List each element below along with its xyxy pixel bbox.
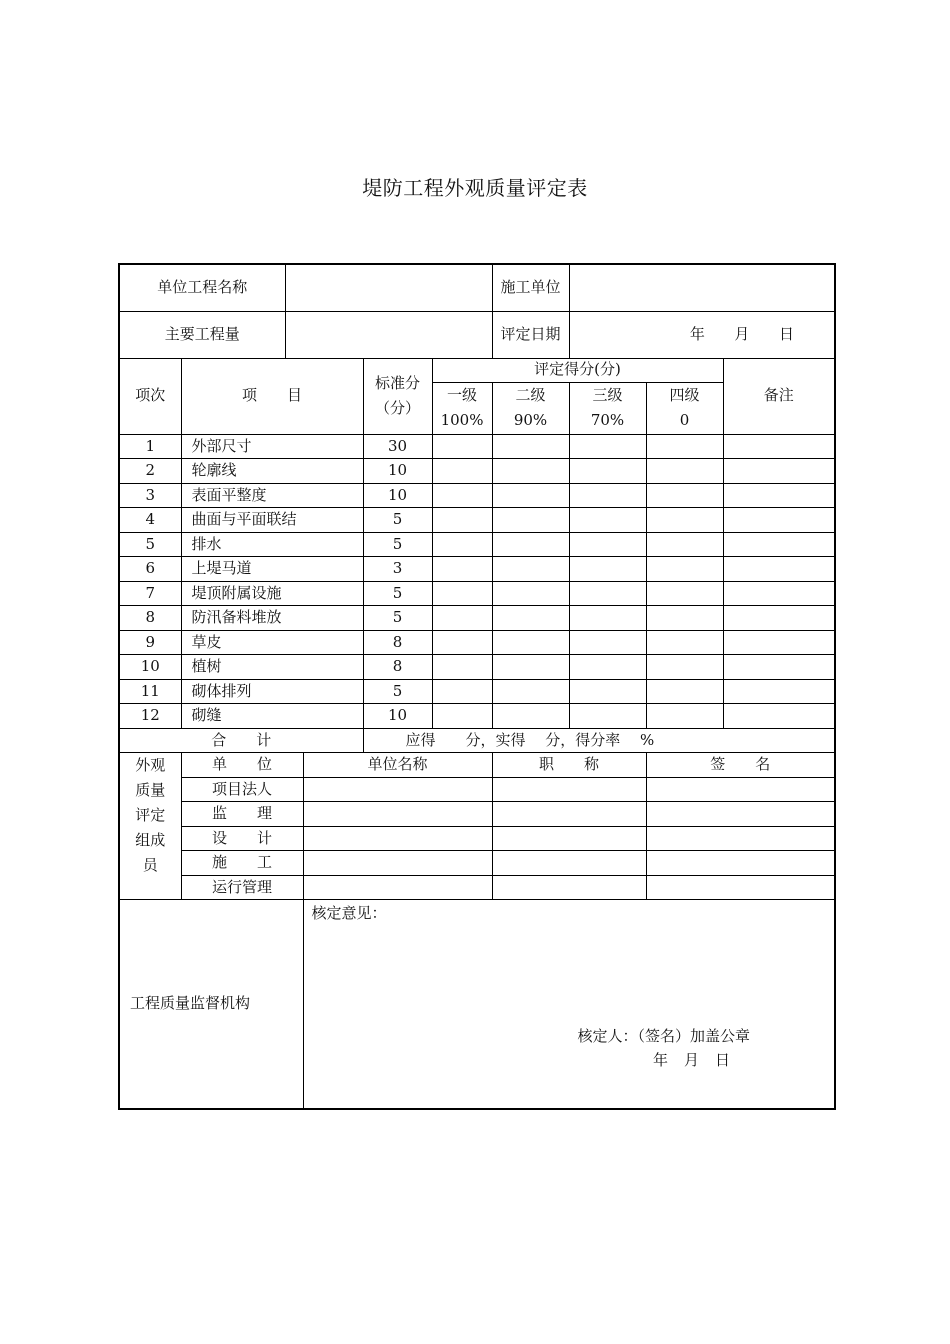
opinion-date: 年 月 日 <box>652 1051 731 1069</box>
committee-sign-header: 签 名 <box>646 753 835 778</box>
row-index: 4 <box>119 508 181 533</box>
unit-project-value[interactable] <box>285 264 492 311</box>
grade-4-cell[interactable] <box>646 459 723 484</box>
row-index: 10 <box>119 655 181 680</box>
page-title: 堤防工程外观质量评定表 <box>362 176 588 200</box>
grade-4-cell[interactable] <box>646 606 723 631</box>
row-item: 曲面与平面联结 <box>181 508 363 533</box>
grade-4-header: 四级 0 <box>646 382 723 434</box>
unit-name-cell[interactable] <box>303 875 492 900</box>
row-item: 上堤马道 <box>181 557 363 582</box>
table-row <box>119 459 835 484</box>
remark-cell[interactable] <box>723 459 835 484</box>
sign-cell[interactable] <box>646 802 835 827</box>
remark-cell[interactable] <box>723 655 835 680</box>
grade-2-cell[interactable] <box>492 655 569 680</box>
remark-cell[interactable] <box>723 508 835 533</box>
row-score: 10 <box>363 704 432 729</box>
total-text: 应得 分，实得 分，得分率 % <box>363 728 835 753</box>
grade-3-cell[interactable] <box>569 483 646 508</box>
opinion-label: 核定意见： <box>311 904 387 922</box>
committee-row <box>119 826 835 851</box>
grade-1-cell[interactable] <box>432 581 492 606</box>
grade-1-cell[interactable] <box>432 532 492 557</box>
year-label: 年 <box>689 324 705 343</box>
grade-3-header: 三级 70% <box>569 382 646 434</box>
col-eval-score-header: 评定得分(分) <box>432 358 723 382</box>
grade-1-cell[interactable] <box>432 508 492 533</box>
grade-4-cell[interactable] <box>646 434 723 459</box>
table-row <box>119 483 835 508</box>
grade-1-cell[interactable] <box>432 630 492 655</box>
grade-1-cell[interactable] <box>432 606 492 631</box>
row-index: 2 <box>119 459 181 484</box>
grade-3-cell[interactable] <box>569 581 646 606</box>
table-row <box>119 581 835 606</box>
grade-2-cell[interactable] <box>492 434 569 459</box>
main-quantity-label: 主要工程量 <box>119 311 285 358</box>
grade-1-cell[interactable] <box>432 459 492 484</box>
row-index: 5 <box>119 532 181 557</box>
row-index: 8 <box>119 606 181 631</box>
row-index: 1 <box>119 434 181 459</box>
grade-2-cell[interactable] <box>492 459 569 484</box>
row-item: 植树 <box>181 655 363 680</box>
row-item: 砌体排列 <box>181 679 363 704</box>
opinion-cell[interactable] <box>303 900 835 1110</box>
unit-name-cell[interactable] <box>303 777 492 802</box>
committee-member-unit: 项目法人 <box>181 777 303 802</box>
main-quantity-value[interactable] <box>285 311 492 358</box>
committee-unit-name-header: 单位名称 <box>303 753 492 778</box>
grade-3-cell[interactable] <box>569 704 646 729</box>
committee-unit-header: 单 位 <box>181 753 303 778</box>
committee-row <box>119 777 835 802</box>
remark-cell[interactable] <box>723 630 835 655</box>
day-label: 日 <box>779 324 795 343</box>
row-score: 5 <box>363 606 432 631</box>
grade-2-cell[interactable] <box>492 606 569 631</box>
eval-date-label: 评定日期 <box>492 311 569 358</box>
title-cell[interactable] <box>492 802 646 827</box>
sign-cell[interactable] <box>646 826 835 851</box>
grade-2-cell[interactable] <box>492 532 569 557</box>
grade-4-cell[interactable] <box>646 704 723 729</box>
row-index: 3 <box>119 483 181 508</box>
committee-row <box>119 851 835 876</box>
contractor-label: 施工单位 <box>492 264 569 311</box>
table-row <box>119 606 835 631</box>
grade-1-cell[interactable] <box>432 655 492 680</box>
grade-1-cell[interactable] <box>432 679 492 704</box>
row-score: 30 <box>363 434 432 459</box>
table-row <box>119 655 835 680</box>
grade-3-cell[interactable] <box>569 532 646 557</box>
grade-2-cell[interactable] <box>492 557 569 582</box>
row-item: 排水 <box>181 532 363 557</box>
sign-cell[interactable] <box>646 851 835 876</box>
unit-project-label: 单位工程名称 <box>119 264 285 311</box>
remark-cell[interactable] <box>723 679 835 704</box>
eval-date-value[interactable] <box>569 311 835 358</box>
row-index: 7 <box>119 581 181 606</box>
row-index: 6 <box>119 557 181 582</box>
committee-member-unit: 施 工 <box>181 851 303 876</box>
table-row <box>119 557 835 582</box>
grade-3-cell[interactable] <box>569 630 646 655</box>
col-remark-header: 备注 <box>723 358 835 434</box>
grade-1-cell[interactable] <box>432 704 492 729</box>
row-item: 草皮 <box>181 630 363 655</box>
grade-2-cell[interactable] <box>492 581 569 606</box>
grade-4-cell[interactable] <box>646 679 723 704</box>
row-item: 防汛备料堆放 <box>181 606 363 631</box>
row-item: 表面平整度 <box>181 483 363 508</box>
table-row <box>119 630 835 655</box>
row-item: 堤顶附属设施 <box>181 581 363 606</box>
total-label: 合 计 <box>119 728 363 753</box>
table-row <box>119 532 835 557</box>
remark-cell[interactable] <box>723 581 835 606</box>
signer-label: 核定人：（签名）加盖公章 <box>577 1027 751 1045</box>
grade-1-cell[interactable] <box>432 557 492 582</box>
table-row <box>119 704 835 729</box>
row-score: 5 <box>363 581 432 606</box>
row-score: 10 <box>363 459 432 484</box>
row-index: 12 <box>119 704 181 729</box>
grade-2-header: 二级 90% <box>492 382 569 434</box>
row-index: 9 <box>119 630 181 655</box>
remark-cell[interactable] <box>723 483 835 508</box>
grade-4-cell[interactable] <box>646 655 723 680</box>
remark-cell[interactable] <box>723 704 835 729</box>
grade-1-cell[interactable] <box>432 434 492 459</box>
grade-3-cell[interactable] <box>569 508 646 533</box>
row-score: 5 <box>363 532 432 557</box>
title-cell[interactable] <box>492 826 646 851</box>
col-index-header: 项次 <box>119 358 181 434</box>
sign-cell[interactable] <box>646 875 835 900</box>
grade-2-cell[interactable] <box>492 483 569 508</box>
grade-2-cell[interactable] <box>492 630 569 655</box>
title-cell[interactable] <box>492 851 646 876</box>
grade-2-cell[interactable] <box>492 508 569 533</box>
grade-1-header: 一级 100% <box>432 382 492 434</box>
col-item-header: 项 目 <box>181 358 363 434</box>
committee-label: 外观 质量 评定 组成 员 <box>119 753 181 900</box>
committee-member-unit: 监 理 <box>181 802 303 827</box>
row-score: 5 <box>363 679 432 704</box>
grade-4-cell[interactable] <box>646 508 723 533</box>
row-score: 10 <box>363 483 432 508</box>
month-label: 月 <box>734 324 750 343</box>
title-cell[interactable] <box>492 777 646 802</box>
unit-name-cell[interactable] <box>303 802 492 827</box>
grade-3-cell[interactable] <box>569 679 646 704</box>
grade-3-cell[interactable] <box>569 434 646 459</box>
sign-cell[interactable] <box>646 777 835 802</box>
table-row <box>119 434 835 459</box>
grade-4-cell[interactable] <box>646 581 723 606</box>
row-item: 轮廓线 <box>181 459 363 484</box>
table-row <box>119 679 835 704</box>
remark-cell[interactable] <box>723 532 835 557</box>
grade-4-cell[interactable] <box>646 532 723 557</box>
row-score: 8 <box>363 630 432 655</box>
table-row <box>119 508 835 533</box>
row-score: 3 <box>363 557 432 582</box>
row-score: 8 <box>363 655 432 680</box>
grade-3-cell[interactable] <box>569 655 646 680</box>
col-std-score-header: 标准分 （分） <box>363 358 432 434</box>
committee-title-header: 职 称 <box>492 753 646 778</box>
row-index: 11 <box>119 679 181 704</box>
row-item: 砌缝 <box>181 704 363 729</box>
row-item: 外部尺寸 <box>181 434 363 459</box>
grade-4-cell[interactable] <box>646 630 723 655</box>
committee-row <box>119 875 835 900</box>
grade-2-cell[interactable] <box>492 704 569 729</box>
committee-row <box>119 802 835 827</box>
unit-name-cell[interactable] <box>303 826 492 851</box>
row-score: 5 <box>363 508 432 533</box>
title-cell[interactable] <box>492 875 646 900</box>
grade-4-cell[interactable] <box>646 483 723 508</box>
remark-cell[interactable] <box>723 434 835 459</box>
supervision-org-label: 工程质量监督机构 <box>119 900 303 1110</box>
grade-3-cell[interactable] <box>569 557 646 582</box>
committee-member-unit: 设 计 <box>181 826 303 851</box>
unit-name-cell[interactable] <box>303 851 492 876</box>
evaluation-table <box>118 263 836 1110</box>
grade-3-cell[interactable] <box>569 606 646 631</box>
remark-cell[interactable] <box>723 557 835 582</box>
grade-1-cell[interactable] <box>432 483 492 508</box>
remark-cell[interactable] <box>723 606 835 631</box>
committee-member-unit: 运行管理 <box>181 875 303 900</box>
grade-3-cell[interactable] <box>569 459 646 484</box>
grade-4-cell[interactable] <box>646 557 723 582</box>
contractor-value[interactable] <box>569 264 835 311</box>
grade-2-cell[interactable] <box>492 679 569 704</box>
